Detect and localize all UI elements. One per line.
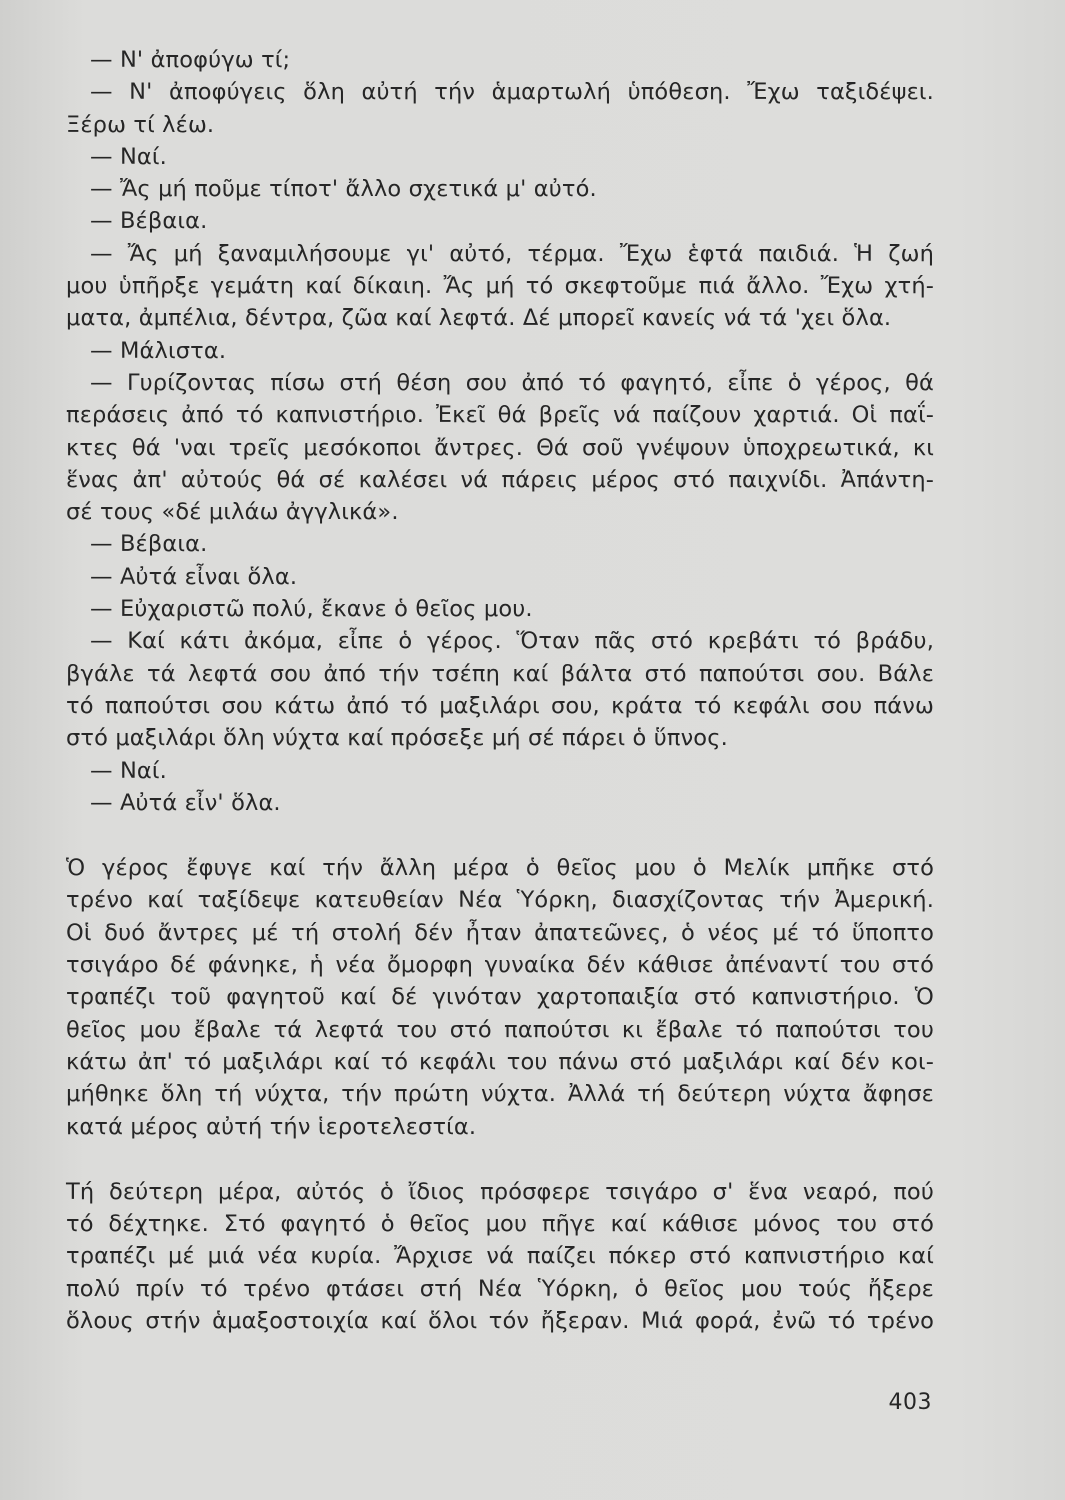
dialogue-line: — Εὐχαριστῶ πολύ, ἔκανε ὁ θεῖος μου. <box>90 596 533 623</box>
dialogue-line: — Ναί. <box>90 757 167 784</box>
dialogue-line: — Βέβαια. <box>90 531 208 558</box>
paragraph-line: τό δέχτηκε. Στό φαγητό ὁ θεῖος μου πῆγε καί κάθισε μόνος του στό <box>66 1211 934 1238</box>
dialogue-line: — Καί κάτι ἀκόμα, εἶπε ὁ γέρος. Ὅταν πᾶς στό κρεβάτι τό βράδυ, <box>90 628 934 655</box>
narrative-paragraph-two <box>66 1176 934 1337</box>
dialogue-line: τό παπούτσι σου κάτω ἀπό τό μαξιλάρι σου, κράτα τό κεφάλι σου πάνω <box>66 692 934 719</box>
paragraph-line: μήθηκε ὅλη τή νύχτα, τήν πρώτη νύχτα. Ἀλλά τή δεύτερη νύχτα ἄφησε <box>66 1081 934 1108</box>
paragraph-gap <box>66 1143 934 1176</box>
dialogue-line: — Γυρίζοντας πίσω στή θέση σου ἀπό τό φαγητό, εἶπε ὁ γέρος, θά <box>90 369 934 396</box>
dialogue-line: — Μάλιστα. <box>90 337 227 364</box>
dialogue-line: μου ὑπῆρξε γεμάτη καί δίκαιη. Ἄς μή τό σκεφτοῦμε πιά ἄλλο. Ἔχω χτή- <box>66 273 934 300</box>
dialogue-line: ἕνας ἀπ' αὐτούς θά σέ καλέσει νά πάρεις μέρος στό παιχνίδι. Ἀπάντη- <box>66 466 934 493</box>
dialogue-block <box>66 44 934 819</box>
dialogue-line: Ξέρω τί λέω. <box>66 111 215 138</box>
paragraph-gap <box>66 819 934 852</box>
dialogue-line: — Αὐτά εἶναι ὅλα. <box>90 563 298 590</box>
paragraph-line: ὅλους στήν ἁμαξοστοιχία καί ὅλοι τόν ἤξεραν. Μιά φορά, ἐνῶ τό τρένο <box>66 1307 934 1334</box>
paragraph-line: πολύ πρίν τό τρένο φτάσει στή Νέα Ὑόρκη, ὁ θεῖος μου τούς ἤξερε <box>66 1275 934 1302</box>
dialogue-line: — Ἄς μή ξαναμιλήσουμε γι' αὐτό, τέρμα. Ἔχω ἑφτά παιδιά. Ἡ ζωή <box>90 240 934 267</box>
paragraph-line: Τή δεύτερη μέρα, αὐτός ὁ ἴδιος πρόσφερε τσιγάρο σ' ἕνα νεαρό, πού <box>66 1178 934 1205</box>
dialogue-line: σέ τους «δέ μιλάω ἀγγλικά». <box>66 499 399 526</box>
dialogue-line: — Ν' ἀποφύγω τί; <box>90 47 291 73</box>
page-number: 403 <box>888 1390 932 1415</box>
dialogue-line: ματα, ἀμπέλια, δέντρα, ζῶα καί λεφτά. Δέ μπορεῖ κανείς νά τά 'χει ὅλα. <box>66 305 892 332</box>
paragraph-line: κάτω ἀπ' τό μαξιλάρι καί τό κεφάλι του πάνω στό μαξιλάρι καί δέν κοι- <box>66 1048 934 1075</box>
dialogue-line: — Βέβαια. <box>90 208 208 235</box>
page-text <box>66 44 934 1337</box>
dialogue-line: στό μαξιλάρι ὅλη νύχτα καί πρόσεξε μή σέ πάρει ὁ ὕπνος. <box>66 725 728 752</box>
paragraph-line: τσιγάρο δέ φάνηκε, ἡ νέα ὄμορφη γυναίκα δέν κάθισε ἀπέναντί του στό <box>66 952 934 979</box>
dialogue-line: — Αὐτά εἶν' ὅλα. <box>90 789 281 816</box>
paragraph-line: θεῖος μου ἔβαλε τά λεφτά του στό παπούτσι κι ἔβαλε τό παπούτσι του <box>66 1016 934 1043</box>
dialogue-line: βγάλε τά λεφτά σου ἀπό τήν τσέπη καί βάλτα στό παπούτσι σου. Βάλε <box>66 660 934 687</box>
narrative-paragraph-one <box>66 852 934 1143</box>
dialogue-line: — Ἄς μή ποῦμε τίποτ' ἄλλο σχετικά μ' αὐτό. <box>90 176 597 203</box>
paragraph-line: Οἱ δυό ἄντρες μέ τή στολή δέν ἦταν ἀπατεῶνες, ὁ νέος μέ τό ὕποπτο <box>66 919 934 946</box>
paragraph-line: τραπέζι μέ μιά νέα κυρία. Ἄρχισε νά παίζει πόκερ στό καπνιστήριο καί <box>66 1243 934 1270</box>
dialogue-line: περάσεις ἀπό τό καπνιστήριο. Ἐκεῖ θά βρεῖς νά παίζουν χαρτιά. Οἱ παΐ- <box>66 402 934 429</box>
paragraph-line: τρένο καί ταξίδεψε κατευθείαν Νέα Ὑόρκη, διασχίζοντας τήν Ἀμερική. <box>66 887 934 914</box>
dialogue-line: — Ν' ἀποφύγεις ὅλη αὐτή τήν ἁμαρτωλή ὑπόθεση. Ἔχω ταξιδέψει. <box>90 79 934 106</box>
paragraph-line: τραπέζι τοῦ φαγητοῦ καί δέ γινόταν χαρτοπαιξία στό καπνιστήριο. Ὁ <box>66 984 934 1011</box>
dialogue-line: — Ναί. <box>90 143 167 170</box>
paragraph-line: κατά μέρος αὐτή τήν ἱεροτελεστία. <box>66 1113 477 1140</box>
paragraph-line: Ὁ γέρος ἔφυγε καί τήν ἄλλη μέρα ὁ θεῖος μου ὁ Μελίκ μπῆκε στό <box>66 855 934 882</box>
dialogue-line: κτες θά 'ναι τρεῖς μεσόκοποι ἄντρες. Θά σοῦ γνέψουν ὑποχρεωτικά, κι <box>66 434 934 461</box>
